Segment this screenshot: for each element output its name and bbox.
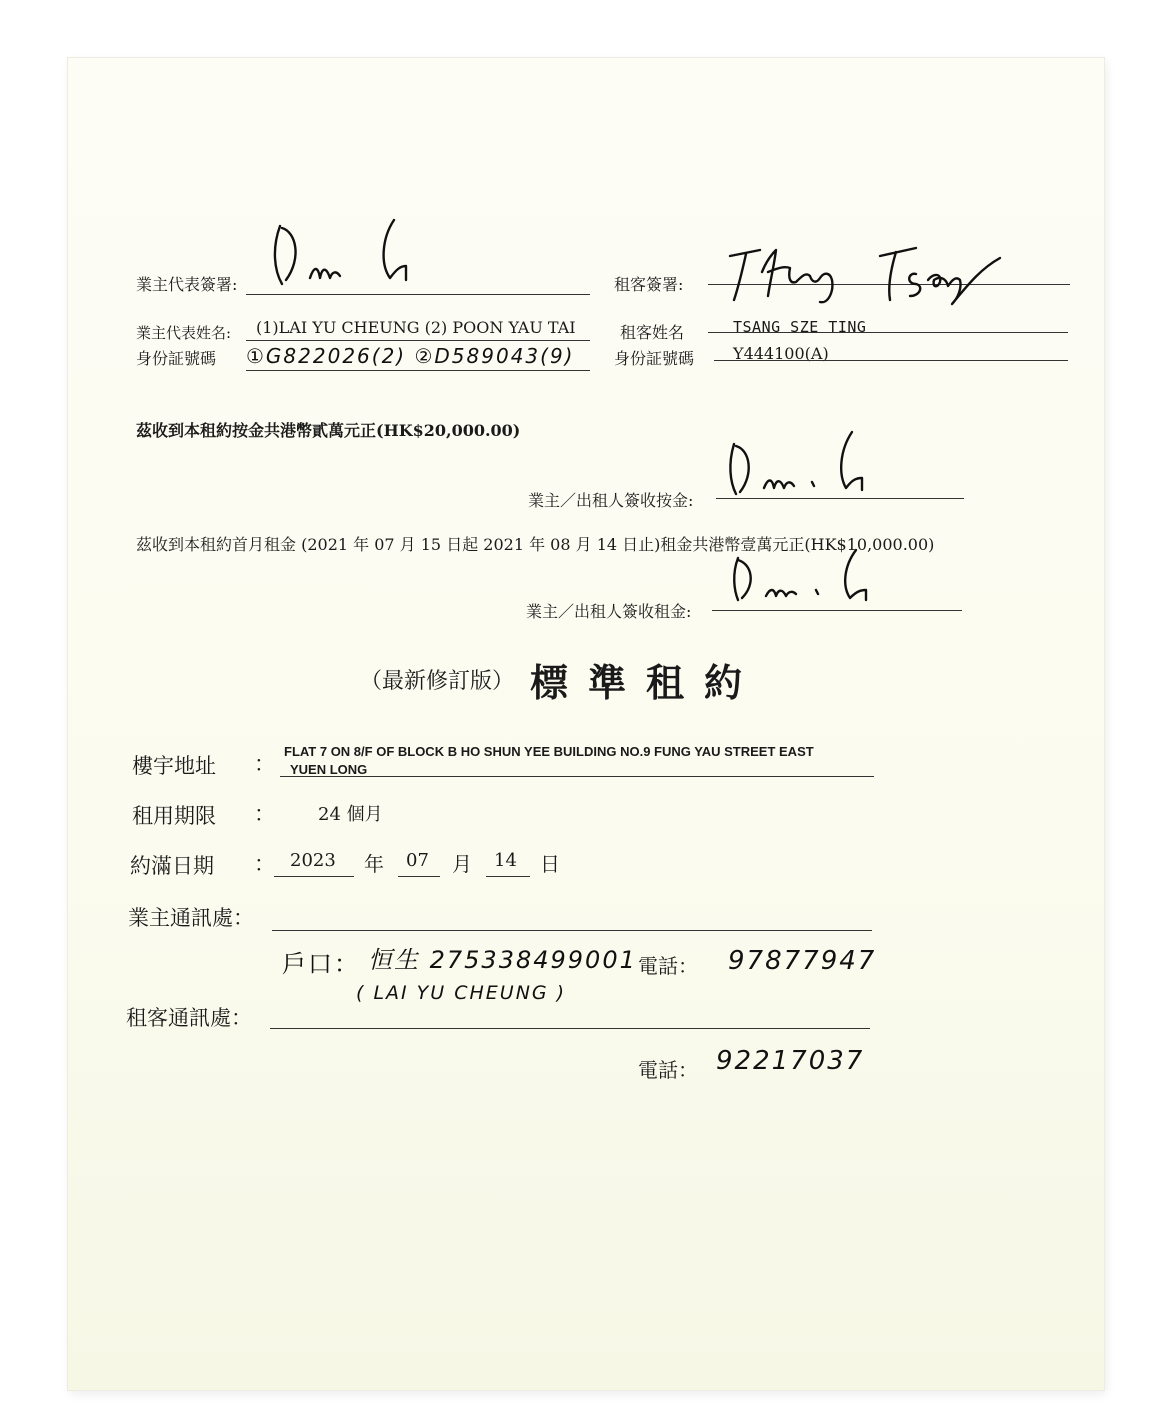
tenant-phone-handwritten: 92217037 <box>716 1046 865 1076</box>
address-line-2: YUEN LONG <box>290 762 368 777</box>
landlord-id-line <box>246 370 590 371</box>
landlord-contact-line <box>272 930 872 931</box>
account-label: 戶口： <box>282 950 360 978</box>
tenant-id-line <box>714 360 1068 361</box>
landlord-rep-name-label: 業主代表姓名: <box>136 324 232 342</box>
expiry-colon: ： <box>254 852 275 876</box>
rent-receipt-signature <box>724 544 884 614</box>
expiry-month-line <box>398 876 440 877</box>
deposit-statement: 茲收到本租約按金共港幣貳萬元正(HK$20,000.00) <box>136 421 521 440</box>
tenant-phone-label: 電話： <box>638 1058 698 1082</box>
title-subtitle: （最新修訂版） <box>360 669 515 694</box>
landlord-rep-sign-label: 業主代表簽署: <box>136 275 238 294</box>
bank-account-handwritten: 恒生 275338499001 <box>368 946 637 974</box>
landlord-id-handwritten: ①G822026(2) ②D589043(9) <box>246 344 575 368</box>
landlord-rep-signature <box>262 208 442 298</box>
account-holder-handwritten: ( LAI YU CHEUNG ) <box>356 982 567 1004</box>
address-label: 樓宇地址 <box>132 754 216 778</box>
deposit-receipt-label: 業主／出租人簽收按金: <box>528 491 694 510</box>
expiry-label: 約滿日期 <box>130 854 214 878</box>
landlord-id-label: 身份証號碼 <box>136 349 217 368</box>
expiry-year: 2023 <box>290 850 336 871</box>
term-label: 租用期限 <box>132 804 216 828</box>
first-rent-statement: 茲收到本租約首月租金 (2021 年 07 月 15 日起 2021 年 08 月 14 日止)租金共港幣壹萬元正(HK$10,000.00) <box>136 535 935 554</box>
tenant-id: Y444100(A) <box>733 344 829 363</box>
day-unit: 日 <box>540 852 560 876</box>
address-line <box>280 776 874 777</box>
tenant-name-label: 租客姓名 <box>620 323 685 342</box>
tenant-signature <box>720 232 1030 312</box>
year-unit: 年 <box>364 852 384 876</box>
landlord-contact-label: 業主通訊處： <box>128 906 254 930</box>
expiry-day: 14 <box>494 850 517 871</box>
expiry-day-line <box>486 876 530 877</box>
tenant-contact-line <box>270 1028 870 1029</box>
address-colon: ： <box>254 752 275 776</box>
tenant-contact-label: 租客通訊處： <box>126 1006 252 1030</box>
address-line-1: FLAT 7 ON 8/F OF BLOCK B HO SHUN YEE BUILDING NO.9 FUNG YAU STREET EAST <box>284 744 814 759</box>
expiry-year-line <box>274 876 354 877</box>
landlord-rep-name: (1)LAI YU CHEUNG (2) POON YAU TAI <box>256 318 576 337</box>
term-colon: ： <box>254 802 275 826</box>
month-unit: 月 <box>452 852 472 876</box>
document-title: 標準租約 <box>530 660 763 705</box>
term-value: 24 個月 <box>318 804 383 825</box>
landlord-phone-label: 電話： <box>638 954 698 978</box>
expiry-month: 07 <box>406 850 429 871</box>
tenant-id-label: 身份証號碼 <box>614 349 695 368</box>
rent-receipt-label: 業主／出租人簽收租金: <box>526 602 692 621</box>
landlord-phone-handwritten: 97877947 <box>728 946 877 976</box>
deposit-receipt-signature <box>720 424 880 504</box>
tenant-name-line <box>708 332 1068 333</box>
tenant-sign-label: 租客簽署: <box>614 275 684 294</box>
tenant-name: TSANG SZE TING <box>733 318 867 336</box>
landlord-rep-name-line <box>246 340 590 341</box>
